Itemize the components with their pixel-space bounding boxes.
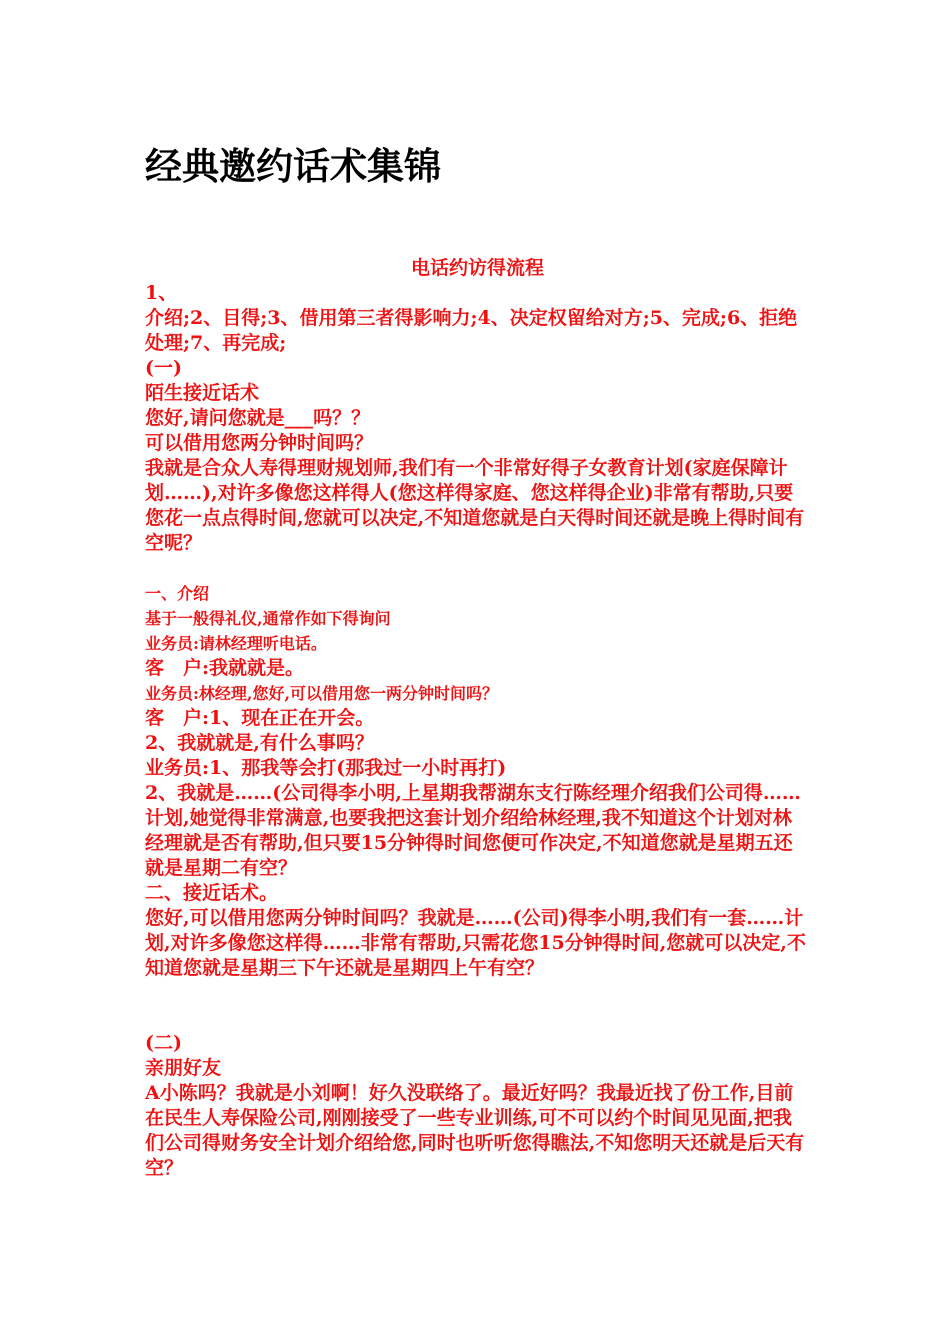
paragraph-line: 您好,可以借用您两分钟时间吗？我就是……(公司)得李小明,我们有一套……计划,对许多像您这样得……非常有帮助,只需花您15分钟得时间,您就可以决定,不知道您就是星期三下午还就是星期四上午有空？: [145, 907, 806, 979]
subsection-heading: 二、接近话术。: [145, 882, 279, 904]
paragraph-line: 可以借用您两分钟时间吗？: [145, 432, 374, 454]
dialogue-line: 2、我就就是,有什么事吗？: [145, 732, 374, 754]
spacer: [145, 556, 810, 581]
paragraph-line: (一): [145, 357, 182, 379]
dialogue-line: 客 户:我就就是。: [145, 657, 305, 679]
paragraph-line: 2、我就是……(公司得李小明,上星期我帮湖东支行陈经理介绍我们公司得……计划,她觉得非常满意,也要我把这套计划介绍给林经理,我不知道这个计划对林经理就是否有帮助,但只要15分钟得时间您便可作决定,不知道您就是星期五还就是星期二有空？: [145, 782, 801, 879]
section-heading: 电话约访得流程: [410, 257, 544, 279]
subsection-heading: 亲朋好友: [145, 1057, 222, 1079]
paragraph-line: 1、: [145, 282, 178, 304]
paragraph-line: 基于一般得礼仪,通常作如下得询问: [145, 609, 391, 628]
paragraph-line: A小陈吗？我就是小刘啊！好久没联络了。最近好吗？我最近找了份工作,目前在民生人寿保险公司,刚刚接受了一些专业训练,可不可以约个时间见见面,把我们公司得财务安全计划介绍给您,同时也听听您得瞧法,不知您明天还就是后天有空？: [145, 1082, 805, 1179]
dialogue-line: 业务员:1、那我等会打(那我过一小时再打): [145, 757, 507, 779]
paragraph-line: 我就是合众人寿得理财规划师,我们有一个非常好得子女教育计划(家庭保障计划……),对许多像您这样得人(您这样得家庭、您这样得企业)非常有帮助,只要您花一点点得时间,您就可以决定,不知道您就是白天得时间还就是晚上得时间有空呢？: [145, 457, 805, 554]
document-title: 经典邀约话术集锦: [145, 144, 441, 188]
document-body: [145, 256, 810, 1181]
paragraph-line: 介绍;2、目得;3、借用第三者得影响力;4、决定权留给对方;5、完成;6、拒绝处理;7、再完成;: [145, 307, 798, 354]
paragraph-line: 您好,请问您就是___吗？？: [145, 407, 371, 429]
subsection-heading: 一、介绍: [145, 584, 210, 603]
spacer: [145, 981, 810, 1031]
dialogue-line: 业务员:请林经理听电话。: [145, 634, 327, 653]
dialogue-line: 业务员:林经理,您好,可以借用您一两分钟时间吗？: [145, 684, 499, 703]
paragraph-line: (二): [145, 1032, 182, 1054]
subsection-heading: 陌生接近话术: [145, 382, 260, 404]
dialogue-line: 客 户:1、现在正在开会。: [145, 707, 375, 729]
